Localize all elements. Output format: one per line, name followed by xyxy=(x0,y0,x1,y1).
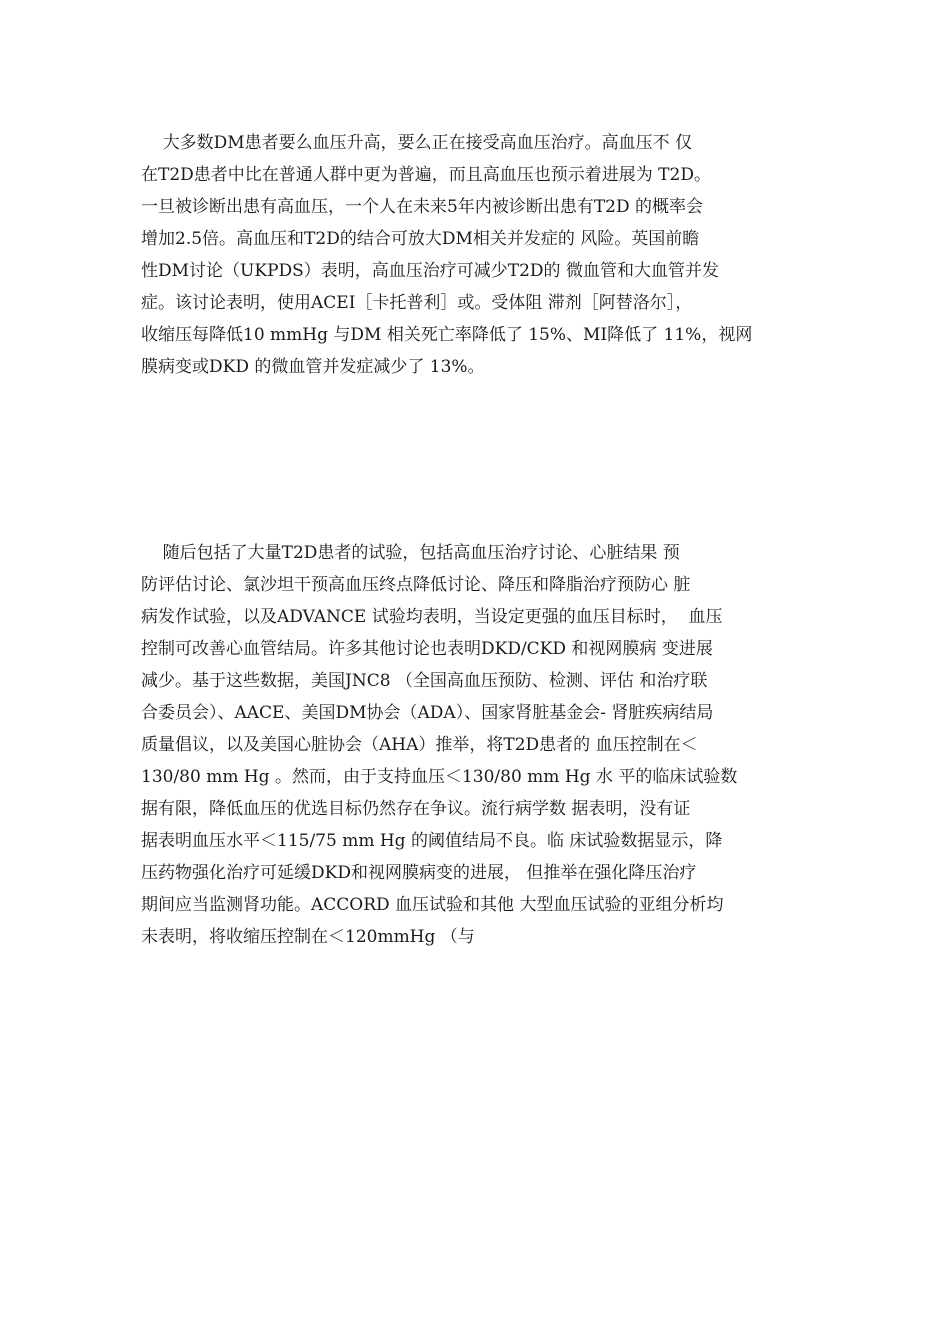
text-line: 一旦被诊断出患有高血压，一个人在未来5年内被诊断出患有T2D 的概率会 xyxy=(141,197,704,217)
text-line: 膜病变或DKD 的微血管并发症减少了 13%。 xyxy=(141,357,485,377)
text-line: 130/80 mm Hg 。然而，由于支持血压＜130/80 mm Hg 水 平的临床试验数 xyxy=(141,767,738,787)
text-line: 症。该讨论表明，使用ACEI［卡托普利］或。受体阻 滞剂［阿替洛尔］， xyxy=(141,293,693,313)
text-line: 病发作试验，以及ADVANCE 试验均表明，当设定更强的血压目标时， 血压 xyxy=(141,607,723,627)
text-line: 在T2D患者中比在普通人群中更为普遍，而且高血压也预示着进展为 T2D。 xyxy=(141,165,711,185)
text-line: 未表明，将收缩压控制在＜120mmHg （与 xyxy=(141,927,475,947)
text-line: 据表明血压水平＜115/75 mm Hg 的阈值结局不良。临 床试验数据显示，降 xyxy=(141,831,723,851)
text-line: 压药物强化治疗可延缓DKD和视网膜病变的进展， 但推举在强化降压治疗 xyxy=(141,863,697,883)
text-line: 收缩压每降低10 mmHg 与DM 相关死亡率降低了 15%、MI降低了 11%，视网 xyxy=(141,325,753,345)
text-line: 防评估讨论、氯沙坦干预高血压终点降低讨论、降压和降脂治疗预防心 脏 xyxy=(141,575,691,595)
text-line: 控制可改善心血管结局。许多其他讨论也表明DKD/CKD 和视网膜病 变进展 xyxy=(141,639,713,659)
text-line: 随后包括了大量T2D患者的试验，包括高血压治疗讨论、心脏结果 预 xyxy=(141,543,680,563)
text-line: 质量倡议，以及美国心脏协会（AHA）推举，将T2D患者的 血压控制在＜ xyxy=(141,735,698,755)
paragraph-1 xyxy=(141,127,821,383)
paragraph-2 xyxy=(141,537,821,953)
text-line: 大多数DM患者要么血压升高，要么正在接受高血压治疗。高血压不 仅 xyxy=(141,133,693,153)
text-line: 性DM讨论（UKPDS）表明，高血压治疗可减少T2D的 微血管和大血管并发 xyxy=(141,261,719,281)
text-line: 合委员会）、AACE、美国DM协会（ADA）、国家肾脏基金会- 肾脏疾病结局 xyxy=(141,703,714,723)
text-line: 期间应当监测肾功能。ACCORD 血压试验和其他 大型血压试验的亚组分析均 xyxy=(141,895,724,915)
text-line: 减少。基于这些数据，美国JNC8 （全国高血压预防、检测、评估 和治疗联 xyxy=(141,671,708,691)
text-line: 据有限，降低血压的优选目标仍然存在争议。流行病学数 据表明，没有证 xyxy=(141,799,691,819)
text-line: 增加2.5倍。高血压和T2D的结合可放大DM相关并发症的 风险。英国前瞻 xyxy=(141,229,700,249)
